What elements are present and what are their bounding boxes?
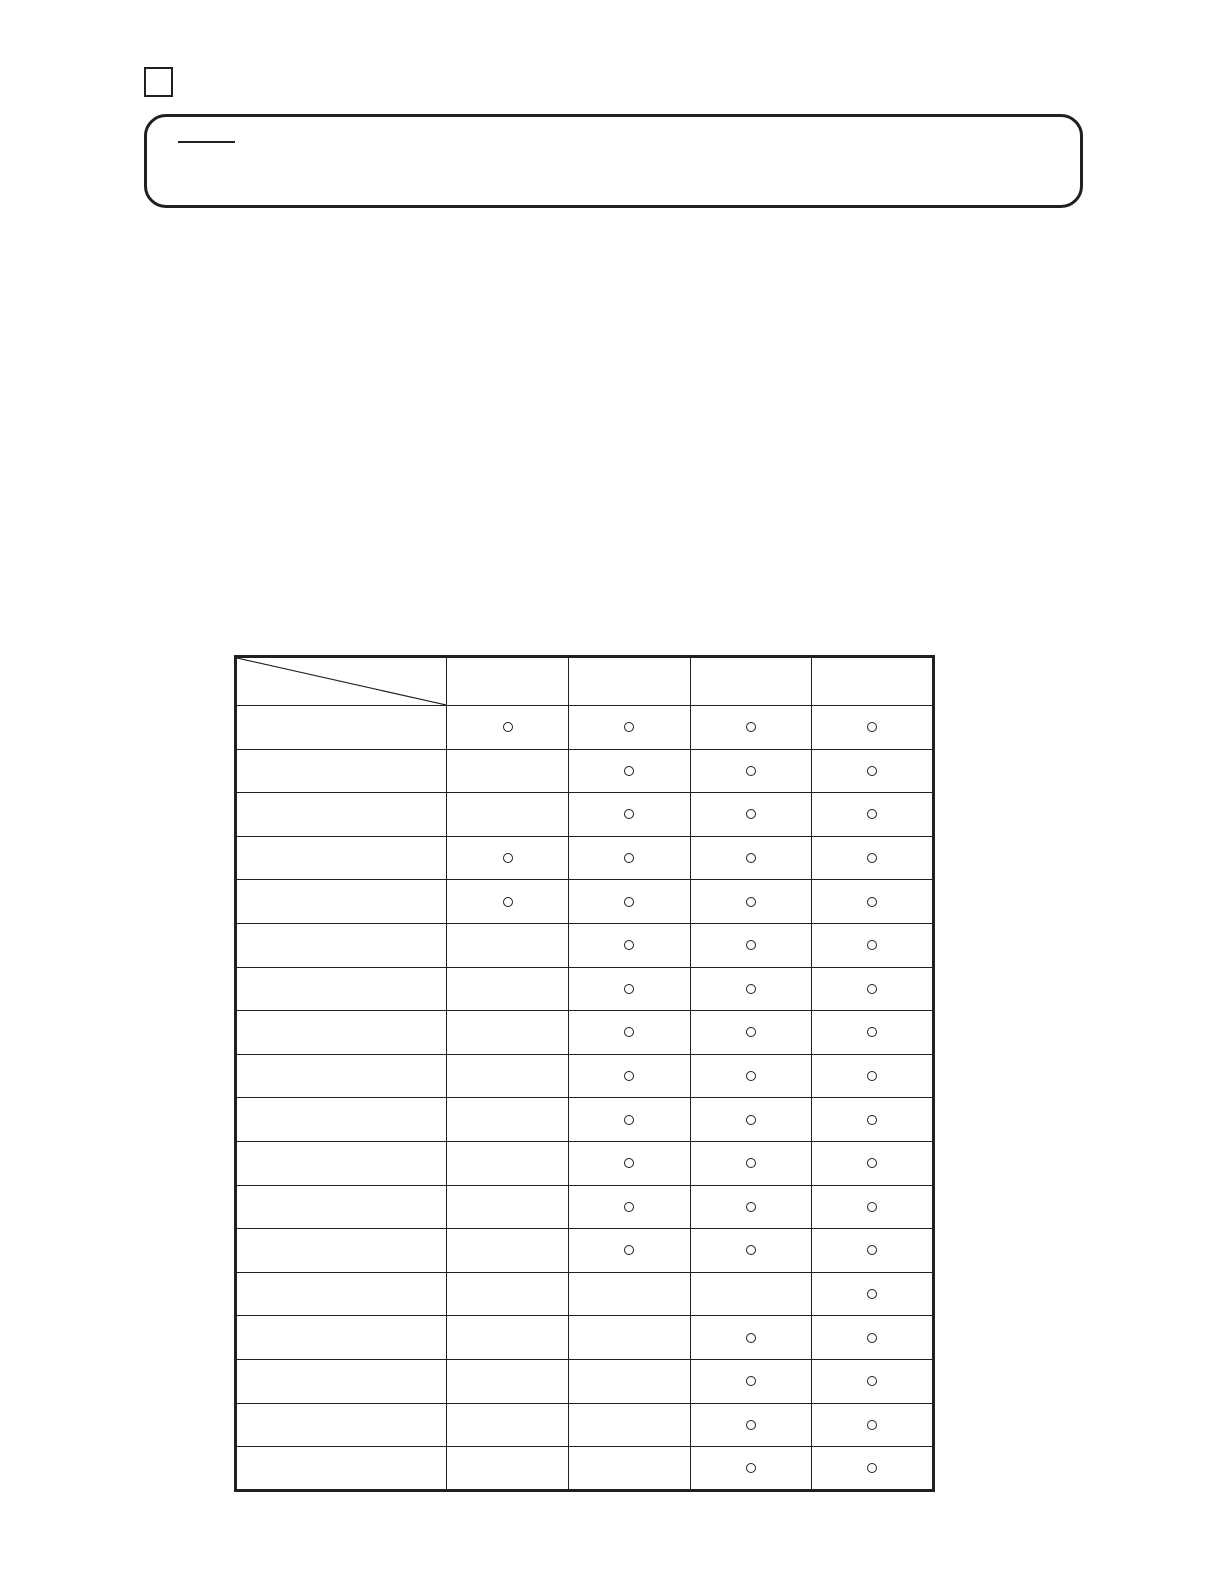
circle-mark-icon <box>503 853 513 863</box>
column-header <box>568 657 690 706</box>
circle-mark-icon <box>867 984 877 994</box>
circle-mark-icon <box>624 1202 634 1212</box>
circle-mark-icon <box>867 1420 877 1430</box>
availability-cell <box>568 1359 690 1403</box>
circle-mark-icon <box>867 853 877 863</box>
table-row <box>236 1098 934 1142</box>
table-row <box>236 1054 934 1098</box>
circle-mark-icon <box>867 1376 877 1386</box>
availability-cell <box>447 1229 569 1273</box>
circle-mark-icon <box>746 1463 756 1473</box>
availability-cell <box>690 1272 812 1316</box>
circle-mark-icon <box>867 1289 877 1299</box>
availability-cell <box>568 749 690 793</box>
row-label <box>236 1229 447 1273</box>
circle-mark-icon <box>746 722 756 732</box>
circle-mark-icon <box>867 1115 877 1125</box>
circle-mark-icon <box>746 1115 756 1125</box>
availability-cell <box>812 1141 934 1185</box>
circle-mark-icon <box>624 722 634 732</box>
availability-cell <box>812 1447 934 1491</box>
circle-mark-icon <box>867 1202 877 1212</box>
circle-mark-icon <box>624 766 634 776</box>
availability-cell <box>568 1229 690 1273</box>
row-label <box>236 1272 447 1316</box>
availability-cell <box>568 1316 690 1360</box>
row-label <box>236 967 447 1011</box>
circle-mark-icon <box>624 809 634 819</box>
circle-mark-icon <box>867 1463 877 1473</box>
row-label <box>236 1316 447 1360</box>
row-label <box>236 1098 447 1142</box>
note-box <box>144 114 1083 208</box>
availability-cell <box>447 836 569 880</box>
circle-mark-icon <box>746 1027 756 1037</box>
circle-mark-icon <box>867 940 877 950</box>
corner-header-cell <box>236 657 447 706</box>
circle-mark-icon <box>746 1376 756 1386</box>
page-marker-box <box>144 67 173 97</box>
availability-cell <box>690 793 812 837</box>
table-row <box>236 836 934 880</box>
availability-cell <box>812 1098 934 1142</box>
availability-cell <box>568 836 690 880</box>
circle-mark-icon <box>746 853 756 863</box>
availability-cell <box>447 1403 569 1447</box>
availability-cell <box>812 923 934 967</box>
availability-cell <box>568 793 690 837</box>
row-label <box>236 1054 447 1098</box>
availability-cell <box>568 1011 690 1055</box>
availability-cell <box>690 880 812 924</box>
availability-cell <box>690 1185 812 1229</box>
availability-cell <box>690 923 812 967</box>
availability-cell <box>812 967 934 1011</box>
row-label <box>236 1359 447 1403</box>
availability-cell <box>812 1011 934 1055</box>
availability-cell <box>690 1447 812 1491</box>
circle-mark-icon <box>624 1115 634 1125</box>
availability-cell <box>568 1098 690 1142</box>
circle-mark-icon <box>867 722 877 732</box>
availability-cell <box>447 1359 569 1403</box>
row-label <box>236 1185 447 1229</box>
table-row <box>236 1141 934 1185</box>
circle-mark-icon <box>624 984 634 994</box>
table-row <box>236 1229 934 1273</box>
availability-cell <box>690 1229 812 1273</box>
availability-cell <box>568 880 690 924</box>
availability-cell <box>690 1098 812 1142</box>
availability-cell <box>568 1403 690 1447</box>
circle-mark-icon <box>746 1158 756 1168</box>
availability-cell <box>447 1011 569 1055</box>
table-row <box>236 706 934 750</box>
row-label <box>236 793 447 837</box>
table-row <box>236 793 934 837</box>
availability-cell <box>447 923 569 967</box>
row-label <box>236 923 447 967</box>
circle-mark-icon <box>624 1245 634 1255</box>
availability-cell <box>568 1185 690 1229</box>
column-header <box>690 657 812 706</box>
row-label <box>236 836 447 880</box>
availability-cell <box>447 1272 569 1316</box>
availability-cell <box>690 1403 812 1447</box>
availability-cell <box>447 793 569 837</box>
circle-mark-icon <box>503 722 513 732</box>
note-heading-underline <box>178 141 235 143</box>
feature-table-container <box>234 655 935 1490</box>
availability-cell <box>447 1141 569 1185</box>
availability-cell <box>447 1447 569 1491</box>
table-row <box>236 967 934 1011</box>
table-row <box>236 1011 934 1055</box>
circle-mark-icon <box>624 1158 634 1168</box>
circle-mark-icon <box>867 766 877 776</box>
row-label <box>236 1403 447 1447</box>
circle-mark-icon <box>624 1027 634 1037</box>
availability-cell <box>690 836 812 880</box>
availability-cell <box>447 1054 569 1098</box>
table-header-row <box>236 657 934 706</box>
table-row <box>236 749 934 793</box>
feature-availability-table <box>234 655 935 1492</box>
circle-mark-icon <box>867 1245 877 1255</box>
availability-cell <box>690 1054 812 1098</box>
column-header <box>812 657 934 706</box>
table-row <box>236 1185 934 1229</box>
availability-cell <box>812 880 934 924</box>
availability-cell <box>812 749 934 793</box>
circle-mark-icon <box>867 897 877 907</box>
table-row <box>236 1359 934 1403</box>
row-label <box>236 1447 447 1491</box>
row-label <box>236 880 447 924</box>
circle-mark-icon <box>746 1333 756 1343</box>
circle-mark-icon <box>746 1420 756 1430</box>
circle-mark-icon <box>746 766 756 776</box>
circle-mark-icon <box>746 1245 756 1255</box>
availability-cell <box>812 836 934 880</box>
availability-cell <box>812 1272 934 1316</box>
table-row <box>236 1316 934 1360</box>
column-header <box>447 657 569 706</box>
availability-cell <box>812 1185 934 1229</box>
circle-mark-icon <box>624 940 634 950</box>
availability-cell <box>447 880 569 924</box>
availability-cell <box>447 967 569 1011</box>
availability-cell <box>812 1054 934 1098</box>
availability-cell <box>690 1011 812 1055</box>
row-label <box>236 706 447 750</box>
availability-cell <box>447 1098 569 1142</box>
circle-mark-icon <box>867 1333 877 1343</box>
availability-cell <box>447 706 569 750</box>
table-body <box>236 706 934 1491</box>
availability-cell <box>447 1316 569 1360</box>
availability-cell <box>690 1141 812 1185</box>
table-row <box>236 880 934 924</box>
availability-cell <box>568 1272 690 1316</box>
availability-cell <box>568 923 690 967</box>
circle-mark-icon <box>746 1071 756 1081</box>
circle-mark-icon <box>624 853 634 863</box>
availability-cell <box>568 1447 690 1491</box>
availability-cell <box>690 706 812 750</box>
availability-cell <box>812 1359 934 1403</box>
table-row <box>236 1403 934 1447</box>
availability-cell <box>812 706 934 750</box>
availability-cell <box>690 1359 812 1403</box>
availability-cell <box>568 706 690 750</box>
availability-cell <box>447 1185 569 1229</box>
circle-mark-icon <box>746 940 756 950</box>
availability-cell <box>447 749 569 793</box>
row-label <box>236 1141 447 1185</box>
circle-mark-icon <box>867 809 877 819</box>
circle-mark-icon <box>867 1071 877 1081</box>
circle-mark-icon <box>746 984 756 994</box>
availability-cell <box>812 793 934 837</box>
availability-cell <box>812 1316 934 1360</box>
availability-cell <box>812 1403 934 1447</box>
availability-cell <box>568 967 690 1011</box>
availability-cell <box>690 1316 812 1360</box>
diagonal-divider <box>237 658 446 705</box>
circle-mark-icon <box>624 1071 634 1081</box>
table-row <box>236 923 934 967</box>
row-label <box>236 1011 447 1055</box>
circle-mark-icon <box>867 1158 877 1168</box>
availability-cell <box>690 967 812 1011</box>
circle-mark-icon <box>503 897 513 907</box>
circle-mark-icon <box>746 809 756 819</box>
table-row <box>236 1272 934 1316</box>
circle-mark-icon <box>867 1027 877 1037</box>
row-label <box>236 749 447 793</box>
circle-mark-icon <box>746 897 756 907</box>
table-row <box>236 1447 934 1491</box>
availability-cell <box>690 749 812 793</box>
availability-cell <box>812 1229 934 1273</box>
availability-cell <box>568 1054 690 1098</box>
availability-cell <box>568 1141 690 1185</box>
circle-mark-icon <box>624 897 634 907</box>
circle-mark-icon <box>746 1202 756 1212</box>
